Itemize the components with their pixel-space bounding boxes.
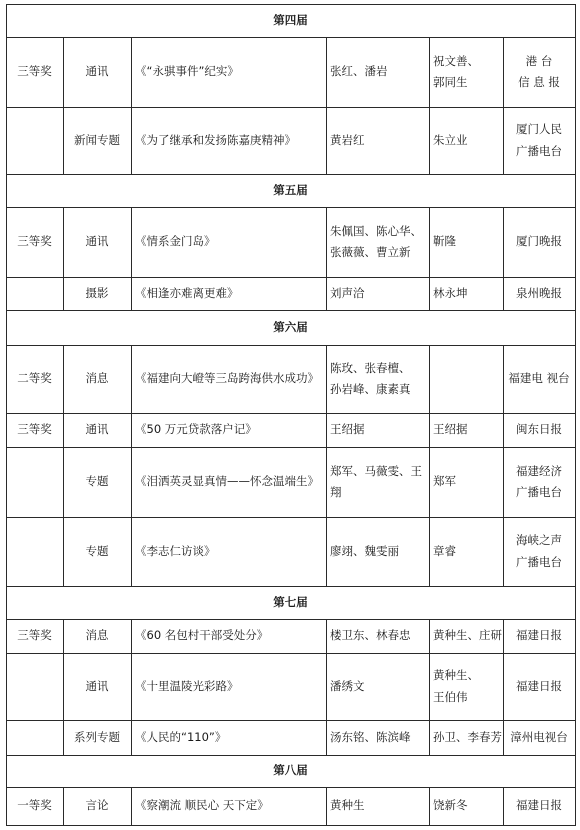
unit-cell-text: 海峡之声 广播电台 xyxy=(516,533,562,569)
unit-cell-text: 福建日报 xyxy=(516,678,562,693)
editor-cell-text: 林永坤 xyxy=(433,285,468,300)
table-right-border xyxy=(575,345,576,414)
work-title-cell-text: 《福建向大嶝等三岛跨海供水成功》 xyxy=(135,371,319,386)
unit-cell-text: 港 台 信 息 报 xyxy=(518,53,560,89)
editor-cell xyxy=(429,207,503,277)
author-cell-text: 黄种生 xyxy=(330,798,365,813)
unit-cell-text: 厦门晚报 xyxy=(516,234,562,249)
award-cell-text: 三等奖 xyxy=(17,628,52,643)
section-title xyxy=(6,174,575,207)
author-cell xyxy=(326,107,429,174)
unit-cell xyxy=(503,653,575,720)
work-title-cell-text: 《泪洒英灵显真情——怀念温端生》 xyxy=(135,474,319,489)
work-title-cell-text: 《为了继承和发扬陈嘉庚精神》 xyxy=(135,132,296,147)
unit-cell xyxy=(503,107,575,174)
table-right-border xyxy=(575,4,576,38)
unit-cell-text: 福建经济 广播电台 xyxy=(516,463,562,499)
category-cell-text: 摄影 xyxy=(85,285,109,300)
work-title-cell xyxy=(131,207,326,277)
category-cell xyxy=(63,413,131,447)
unit-cell xyxy=(503,787,575,825)
editor-cell-text: 章睿 xyxy=(433,543,456,558)
award-cell xyxy=(6,720,63,755)
award-cell-text: 一等奖 xyxy=(17,798,52,813)
table-right-border xyxy=(575,37,576,108)
author-cell xyxy=(326,517,429,586)
work-title-cell xyxy=(131,413,326,447)
work-title-cell-text: 《情系金门岛》 xyxy=(135,234,216,249)
section-title-text: 第七届 xyxy=(273,594,308,609)
editor-cell xyxy=(429,653,503,720)
work-title-cell xyxy=(131,517,326,586)
author-cell xyxy=(326,413,429,447)
work-title-cell xyxy=(131,619,326,653)
editor-cell xyxy=(429,517,503,586)
author-cell-text: 潘绣文 xyxy=(330,678,365,693)
award-cell-text: 三等奖 xyxy=(17,64,52,79)
award-cell xyxy=(6,207,63,277)
unit-cell xyxy=(503,619,575,653)
work-title-cell-text: 《人民的“110”》 xyxy=(135,729,227,744)
work-title-cell-text: 《50 万元贷款落户记》 xyxy=(135,422,257,437)
category-cell-text: 消息 xyxy=(85,628,109,643)
editor-cell-text: 黄种生、 王伯伟 xyxy=(433,668,479,704)
table-right-border xyxy=(575,619,576,654)
table-right-border xyxy=(575,310,576,346)
editor-cell-text: 王绍据 xyxy=(433,422,468,437)
unit-cell xyxy=(503,447,575,517)
author-cell-text: 陈玫、张春檀、 孙岩峰、康素真 xyxy=(330,360,411,396)
unit-cell xyxy=(503,37,575,107)
unit-cell-text: 泉州晚报 xyxy=(516,285,562,300)
award-cell-text: 二等奖 xyxy=(17,371,52,386)
table-right-border xyxy=(575,653,576,721)
category-cell xyxy=(63,787,131,825)
author-cell-text: 张红、潘岩 xyxy=(330,64,388,79)
category-cell xyxy=(63,653,131,720)
editor-cell xyxy=(429,447,503,517)
section-title-text: 第六届 xyxy=(273,319,308,334)
section-title xyxy=(6,4,575,37)
category-cell xyxy=(63,720,131,755)
author-cell xyxy=(326,277,429,310)
author-cell-text: 楼卫东、林春忠 xyxy=(330,628,411,643)
editor-cell-text: 孙卫、李春芳 xyxy=(433,729,502,744)
author-cell-text: 刘声洽 xyxy=(330,285,365,300)
author-cell xyxy=(326,207,429,277)
category-cell-text: 系列专题 xyxy=(74,729,120,744)
category-cell-text: 通讯 xyxy=(85,678,109,693)
category-cell xyxy=(63,619,131,653)
category-cell xyxy=(63,107,131,174)
category-cell-text: 专题 xyxy=(85,474,109,489)
editor-cell-text: 黄种生、庄研 xyxy=(433,628,502,643)
category-cell-text: 新闻专题 xyxy=(74,132,120,147)
work-title-cell xyxy=(131,345,326,413)
unit-cell xyxy=(503,720,575,755)
editor-cell-text: 靳隆 xyxy=(433,234,456,249)
work-title-cell-text: 《相逢亦难离更难》 xyxy=(135,285,239,300)
award-cell xyxy=(6,517,63,586)
category-cell-text: 通讯 xyxy=(85,234,109,249)
category-cell xyxy=(63,207,131,277)
unit-cell xyxy=(503,345,575,413)
unit-cell-text: 福建日报 xyxy=(516,628,562,643)
category-cell xyxy=(63,277,131,310)
work-title-cell xyxy=(131,447,326,517)
table-right-border xyxy=(575,413,576,448)
award-cell-text: 三等奖 xyxy=(17,234,52,249)
editor-cell xyxy=(429,619,503,653)
work-title-cell xyxy=(131,277,326,310)
editor-cell-text: 饶新冬 xyxy=(433,798,468,813)
unit-cell xyxy=(503,277,575,310)
work-title-cell xyxy=(131,720,326,755)
section-title-text: 第八届 xyxy=(273,763,308,778)
work-title-cell xyxy=(131,653,326,720)
award-cell xyxy=(6,277,63,310)
editor-cell xyxy=(429,277,503,310)
work-title-cell-text: 《“永骐事件”纪实》 xyxy=(135,64,239,79)
table-right-border xyxy=(575,720,576,756)
table-right-border xyxy=(575,447,576,518)
editor-cell-text: 祝文善、 郭同生 xyxy=(433,53,479,89)
unit-cell xyxy=(503,207,575,277)
award-cell-text: 三等奖 xyxy=(17,422,52,437)
work-title-cell-text: 《60 名包村干部受处分》 xyxy=(135,628,269,643)
unit-cell-text: 厦门人民 广播电台 xyxy=(516,122,562,158)
award-cell xyxy=(6,37,63,107)
unit-cell xyxy=(503,413,575,447)
award-cell xyxy=(6,653,63,720)
category-cell-text: 通讯 xyxy=(85,422,109,437)
category-cell xyxy=(63,447,131,517)
unit-cell-text: 漳州电视台 xyxy=(510,729,568,744)
editor-cell xyxy=(429,787,503,825)
work-title-cell-text: 《十里温陵光彩路》 xyxy=(135,678,239,693)
award-cell xyxy=(6,107,63,174)
editor-cell-text: 郑军 xyxy=(433,474,456,489)
section-title-text: 第五届 xyxy=(273,182,308,197)
unit-cell xyxy=(503,517,575,586)
category-cell-text: 言论 xyxy=(85,798,109,813)
author-cell-text: 汤东铭、陈滨峰 xyxy=(330,729,411,744)
author-cell-text: 郑军、马薇雯、王翔 xyxy=(330,463,422,499)
category-cell-text: 专题 xyxy=(85,543,109,558)
author-cell xyxy=(326,720,429,755)
section-title xyxy=(6,755,575,787)
work-title-cell-text: 《李志仁访谈》 xyxy=(135,543,216,558)
table-right-border xyxy=(575,277,576,311)
unit-cell-text: 福建电 视台 xyxy=(508,371,570,386)
table-right-border xyxy=(575,174,576,208)
section-title xyxy=(6,586,575,619)
table-right-border xyxy=(575,107,576,175)
editor-cell xyxy=(429,37,503,107)
author-cell xyxy=(326,787,429,825)
category-cell-text: 消息 xyxy=(85,371,109,386)
award-cell xyxy=(6,447,63,517)
author-cell-text: 王绍据 xyxy=(330,422,365,437)
work-title-cell-text: 《察潮流 顺民心 天下定》 xyxy=(135,798,269,813)
award-cell xyxy=(6,413,63,447)
work-title-cell xyxy=(131,107,326,174)
table-right-border xyxy=(575,787,576,826)
section-title-text: 第四届 xyxy=(273,12,308,27)
table-right-border xyxy=(575,755,576,788)
table-right-border xyxy=(575,586,576,620)
author-cell-text: 朱佩国、陈心华、 张薇薇、曹立新 xyxy=(330,223,422,259)
author-cell xyxy=(326,37,429,107)
editor-cell-text: 朱立业 xyxy=(433,132,468,147)
work-title-cell xyxy=(131,37,326,107)
table-right-border xyxy=(575,517,576,587)
section-title xyxy=(6,310,575,345)
author-cell xyxy=(326,653,429,720)
category-cell-text: 通讯 xyxy=(85,64,109,79)
unit-cell-text: 福建日报 xyxy=(516,798,562,813)
row-divider xyxy=(6,825,576,826)
category-cell xyxy=(63,345,131,413)
author-cell xyxy=(326,447,429,517)
award-cell xyxy=(6,619,63,653)
editor-cell xyxy=(429,345,503,413)
author-cell xyxy=(326,345,429,413)
award-cell xyxy=(6,787,63,825)
editor-cell xyxy=(429,107,503,174)
editor-cell xyxy=(429,413,503,447)
editor-cell xyxy=(429,720,503,755)
category-cell xyxy=(63,37,131,107)
table-right-border xyxy=(575,207,576,278)
author-cell xyxy=(326,619,429,653)
award-cell xyxy=(6,345,63,413)
unit-cell-text: 闽东日报 xyxy=(516,422,562,437)
category-cell xyxy=(63,517,131,586)
author-cell-text: 廖翊、魏雯丽 xyxy=(330,543,399,558)
author-cell-text: 黄岩红 xyxy=(330,132,365,147)
work-title-cell xyxy=(131,787,326,825)
